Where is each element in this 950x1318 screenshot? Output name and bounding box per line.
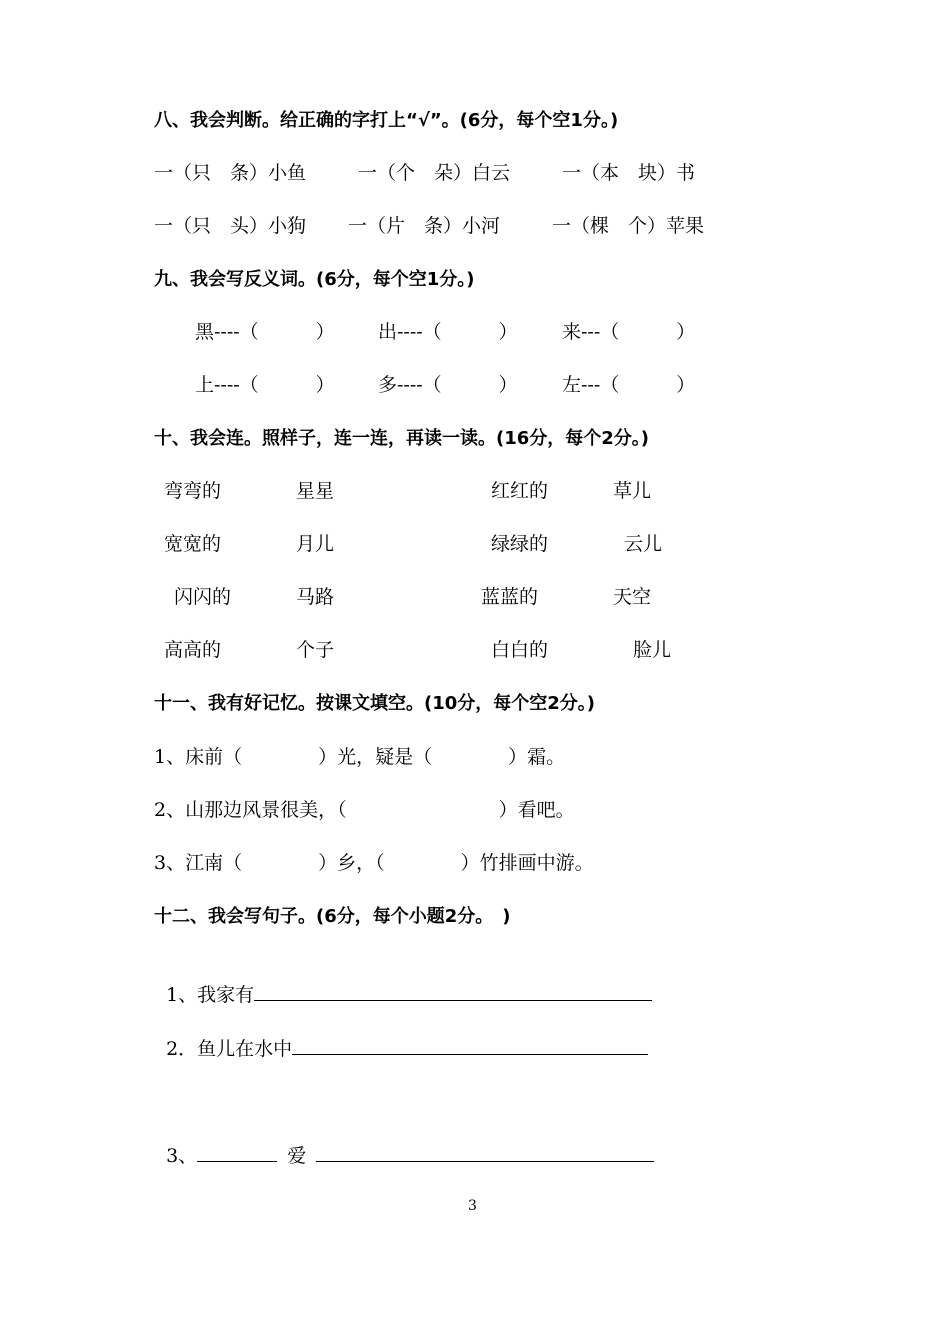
antonym-item: 来---（ ）	[562, 321, 696, 343]
antonym-item: 黑----（ ）	[195, 321, 335, 343]
s8-item: 一（片 条）小河	[348, 215, 501, 237]
match-noun-left: 马路	[296, 586, 335, 608]
section-8-title: 八、我会判断。给正确的字打上“√”。(6分，每个空1分。)	[154, 110, 619, 131]
match-adj-right: 蓝蓝的	[481, 586, 539, 608]
sentence-q1	[154, 956, 652, 1008]
sentence-q3	[154, 1117, 654, 1169]
match-adj-left: 宽宽的	[164, 533, 222, 555]
s8-item: 一（个 朵）白云	[358, 162, 511, 184]
antonym-item: 出----（ ）	[378, 321, 518, 343]
antonym-item: 多----（ ）	[378, 374, 518, 396]
match-noun-right: 草儿	[613, 480, 652, 502]
sentence-q2-prompt: 2．鱼儿在水中	[166, 1038, 293, 1060]
sentence-q3-prefix: 3、	[166, 1145, 198, 1167]
answer-line[interactable]	[292, 1036, 648, 1055]
section-11-title: 十一、我有好记忆。按课文填空。(10分，每个空2分。)	[154, 693, 596, 714]
match-noun-right: 天空	[613, 586, 652, 608]
fill-blank-q1: 1、床前（ ）光，疑是（ ）霜。	[154, 746, 566, 768]
sentence-q2	[154, 1010, 648, 1062]
match-adj-right: 白白的	[491, 639, 549, 661]
s8-item: 一（本 块）书	[562, 162, 696, 184]
section-10-title: 十、我会连。照样子，连一连，再读一读。(16分，每个2分。)	[154, 428, 650, 449]
fill-blank-q3: 3、江南（ ）乡，（ ）竹排画中游。	[154, 852, 594, 874]
match-adj-left: 闪闪的	[174, 586, 232, 608]
match-noun-left: 个子	[296, 639, 335, 661]
match-adj-left: 高高的	[164, 639, 222, 661]
sentence-q1-prompt: 1、我家有	[166, 984, 255, 1006]
match-noun-left: 月儿	[296, 533, 335, 555]
antonym-item: 左---（ ）	[562, 374, 696, 396]
section-9-title: 九、我会写反义词。(6分，每个空1分。)	[154, 269, 475, 290]
page-number: 3	[468, 1198, 477, 1214]
s8-item: 一（棵 个）苹果	[552, 215, 705, 237]
match-adj-right: 绿绿的	[491, 533, 549, 555]
s8-item: 一（只 头）小狗	[154, 215, 307, 237]
match-noun-right: 脸儿	[633, 639, 672, 661]
antonym-item: 上----（ ）	[195, 374, 335, 396]
match-noun-right: 云儿	[624, 533, 663, 555]
answer-line[interactable]	[316, 1143, 654, 1162]
match-adj-left: 弯弯的	[164, 480, 222, 502]
s8-item: 一（只 条）小鱼	[154, 162, 307, 184]
match-adj-right: 红红的	[491, 480, 549, 502]
section-12-title: 十二、我会写句子。(6分，每个小题2分。 )	[154, 906, 511, 927]
match-noun-left: 星星	[296, 480, 335, 502]
sentence-q3-word: 爱	[287, 1145, 307, 1167]
answer-line[interactable]	[197, 1143, 277, 1162]
fill-blank-q2: 2、山那边风景很美，（ ）看吧。	[154, 799, 575, 821]
answer-line[interactable]	[254, 982, 652, 1001]
